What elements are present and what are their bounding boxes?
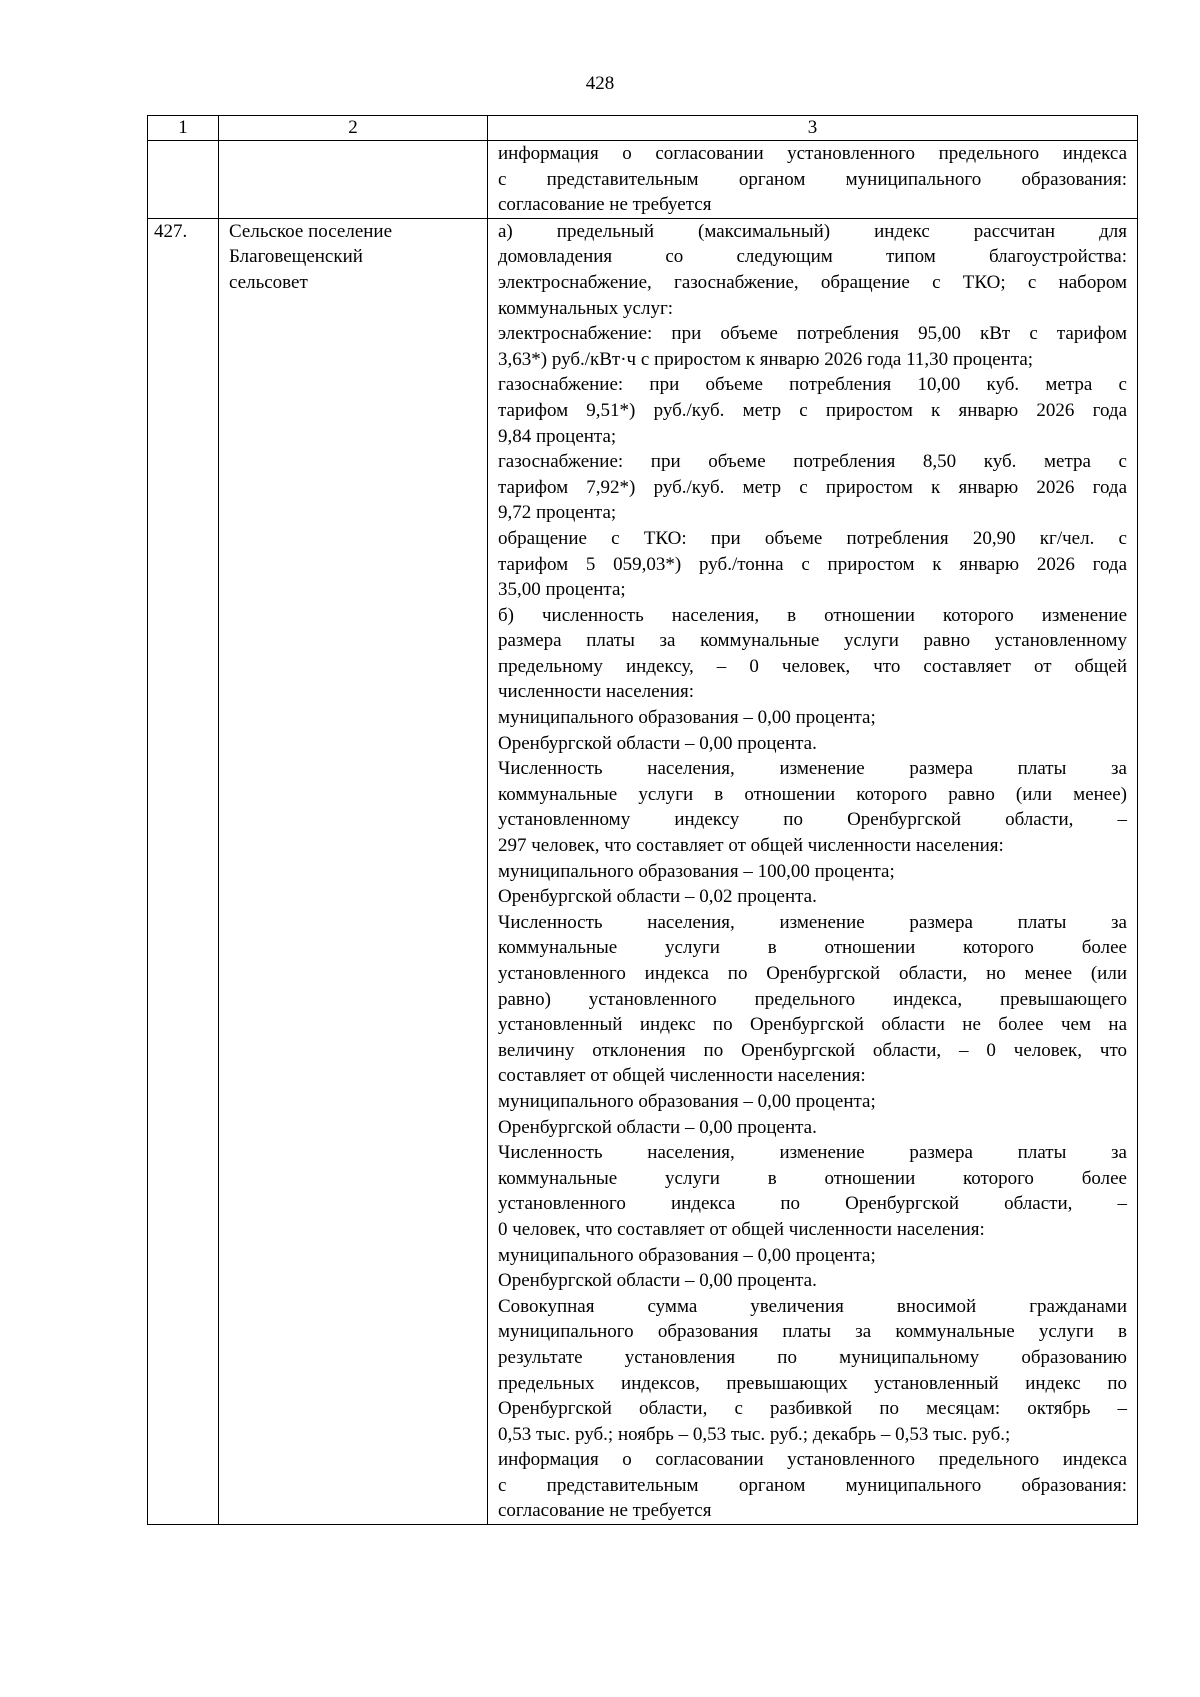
entry-text-line: 9,84 процента; xyxy=(498,425,617,447)
entry-paragraph xyxy=(498,910,1127,1089)
entry-name-line: Сельское поселение xyxy=(229,220,393,242)
entry-paragraph xyxy=(498,219,1127,321)
table-row-entry xyxy=(148,218,1138,1524)
entry-text-line: газоснабжение: при объеме потребления 8,50 куб. метра с xyxy=(498,451,1127,473)
entry-paragraph xyxy=(498,884,1127,910)
entry-name-cell xyxy=(219,218,488,1524)
table-header-row xyxy=(148,116,1138,141)
entry-paragraph xyxy=(498,1294,1127,1448)
entry-text-line: электроснабжение, газоснабжение, обращение с ТКО; с набором xyxy=(498,271,1127,293)
entry-text-line: 0 человек, что составляет от общей численности населения: xyxy=(498,1218,985,1240)
entry-text-line: информация о согласовании установленного предельного индекса xyxy=(498,1449,1127,1471)
entry-text-line: установленного индекса по Оренбургской области, – xyxy=(498,1193,1127,1215)
entry-text-line: коммунальные услуги в отношении которого равно (или менее) xyxy=(498,783,1127,805)
entry-text-line: домовладения со следующим типом благоустройства: xyxy=(498,246,1127,268)
entry-paragraph xyxy=(498,321,1127,372)
continuation-text-line: информация о согласовании установленного предельного индекса xyxy=(498,143,1127,164)
entry-paragraph xyxy=(498,1115,1127,1141)
column-header-3: 3 xyxy=(488,116,1138,141)
entry-text-line: муниципального образования – 100,00 процента; xyxy=(498,860,895,882)
entry-paragraph xyxy=(498,372,1127,449)
entry-text-line: 35,00 процента; xyxy=(498,579,626,601)
entry-text-line: обращение с ТКО: при объеме потребления 20,90 кг/чел. с xyxy=(498,527,1127,549)
entry-paragraph xyxy=(498,756,1127,858)
document-table xyxy=(147,115,1138,1525)
entry-text-line: величину отклонения по Оренбургской области, – 0 человек, что xyxy=(498,1039,1127,1061)
entry-text-line: Совокупная сумма увеличения вносимой гражданами xyxy=(498,1295,1127,1317)
entry-text-cell xyxy=(488,218,1138,1524)
entry-text-line: б) численность населения, в отношении которого изменение xyxy=(498,604,1127,626)
entry-text-line: составляет от общей численности населения: xyxy=(498,1065,866,1087)
entry-text-line: тарифом 5 059,03*) руб./тонна с приростом к январю 2026 года xyxy=(498,553,1127,575)
entry-text-line: 3,63*) руб./кВт·ч с приростом к январю 2026 года 11,30 процента; xyxy=(498,348,1034,370)
table-row-continuation xyxy=(148,141,1138,219)
entry-text-line: муниципального образования – 0,00 процента; xyxy=(498,1244,876,1266)
entry-text-line: установленному индексу по Оренбургской области, – xyxy=(498,809,1127,831)
entry-text-line: численности населения: xyxy=(498,681,695,703)
continuation-text xyxy=(498,141,1127,218)
entry-text-line: Численность населения, изменение размера платы за xyxy=(498,758,1127,780)
entry-text-line: Численность населения, изменение размера платы за xyxy=(498,911,1127,933)
entry-text-line: муниципального образования – 0,00 процента; xyxy=(498,707,876,729)
entry-text-line: коммунальных услуг: xyxy=(498,297,674,319)
continuation-name-cell xyxy=(219,141,488,219)
entry-text-line: Оренбургской области, с разбивкой по месяцам: октябрь – xyxy=(498,1398,1127,1420)
column-header-1: 1 xyxy=(148,116,219,141)
entry-text xyxy=(498,219,1127,1524)
entry-text-line: тарифом 9,51*) руб./куб. метр с приростом к январю 2026 года xyxy=(498,399,1127,421)
entry-text-line: согласование не требуется xyxy=(498,1500,712,1522)
entry-paragraph xyxy=(498,705,1127,731)
entry-text-line: предельному индексу, – 0 человек, что составляет от общей xyxy=(498,655,1127,677)
entry-text-line: 9,72 процента; xyxy=(498,502,617,524)
entry-text-line: установленный индекс по Оренбургской области не более чем на xyxy=(498,1014,1127,1036)
continuation-text-line: согласование не требуется xyxy=(498,194,712,216)
entry-paragraph xyxy=(498,1268,1127,1294)
entry-text-line: предельных индексов, превышающих установленный индекс по xyxy=(498,1372,1127,1394)
entry-paragraph xyxy=(498,731,1127,757)
entry-paragraph xyxy=(498,1447,1127,1524)
entry-text-line: Оренбургской области – 0,02 процента. xyxy=(498,886,817,908)
entry-text-line: электроснабжение: при объеме потребления 95,00 кВт с тарифом xyxy=(498,323,1127,345)
entry-paragraph xyxy=(498,1243,1127,1269)
entry-paragraph xyxy=(498,526,1127,603)
entry-paragraph xyxy=(498,859,1127,885)
entry-text-line: а) предельный (максимальный) индекс рассчитан для xyxy=(498,220,1127,242)
column-header-2: 2 xyxy=(219,116,488,141)
entry-text-line: Численность населения, изменение размера платы за xyxy=(498,1142,1127,1164)
entry-paragraph xyxy=(498,603,1127,705)
entry-paragraph xyxy=(498,1089,1127,1115)
entry-text-line: муниципального образования платы за коммунальные услуги в xyxy=(498,1321,1127,1343)
entry-text-line: тарифом 7,92*) руб./куб. метр с приростом к январю 2026 года xyxy=(498,476,1127,498)
entry-text-line: коммунальные услуги в отношении которого более xyxy=(498,937,1127,959)
continuation-text-line: с представительным органом муниципального образования: xyxy=(498,168,1127,190)
entry-text-line: установленного индекса по Оренбургской области, но менее (или xyxy=(498,963,1127,984)
page-number: 428 xyxy=(585,73,615,94)
entry-text-line: Оренбургской области – 0,00 процента. xyxy=(498,1270,817,1292)
entry-paragraph xyxy=(498,449,1127,526)
entry-text-line: Оренбургской области – 0,00 процента. xyxy=(498,732,817,754)
continuation-number-cell xyxy=(148,141,219,219)
entry-number: 427. xyxy=(148,218,219,1524)
entry-text-line: результате установления по муниципальному образованию xyxy=(498,1346,1127,1368)
continuation-text-cell xyxy=(488,141,1138,219)
entry-text-line: размера платы за коммунальные услуги равно установленному xyxy=(498,630,1127,652)
entry-text-line: Оренбургской области – 0,00 процента. xyxy=(498,1116,817,1138)
entry-text-line: газоснабжение: при объеме потребления 10,00 куб. метра с xyxy=(498,374,1127,396)
entry-name-line: сельсовет xyxy=(229,271,308,293)
entry-text-line: 297 человек, что составляет от общей численности населения: xyxy=(498,835,1004,857)
entry-text-line: коммунальные услуги в отношении которого более xyxy=(498,1167,1127,1189)
entry-text-line: муниципального образования – 0,00 процента; xyxy=(498,1090,876,1112)
entry-paragraph xyxy=(498,1140,1127,1242)
entry-name-line: Благовещенский xyxy=(229,246,363,268)
entry-text-line: равно) установленного предельного индекса, превышающего xyxy=(498,988,1127,1010)
entry-text-line: 0,53 тыс. руб.; ноябрь – 0,53 тыс. руб.; декабрь – 0,53 тыс. руб.; xyxy=(498,1423,1011,1445)
entry-text-line: с представительным органом муниципального образования: xyxy=(498,1474,1127,1496)
